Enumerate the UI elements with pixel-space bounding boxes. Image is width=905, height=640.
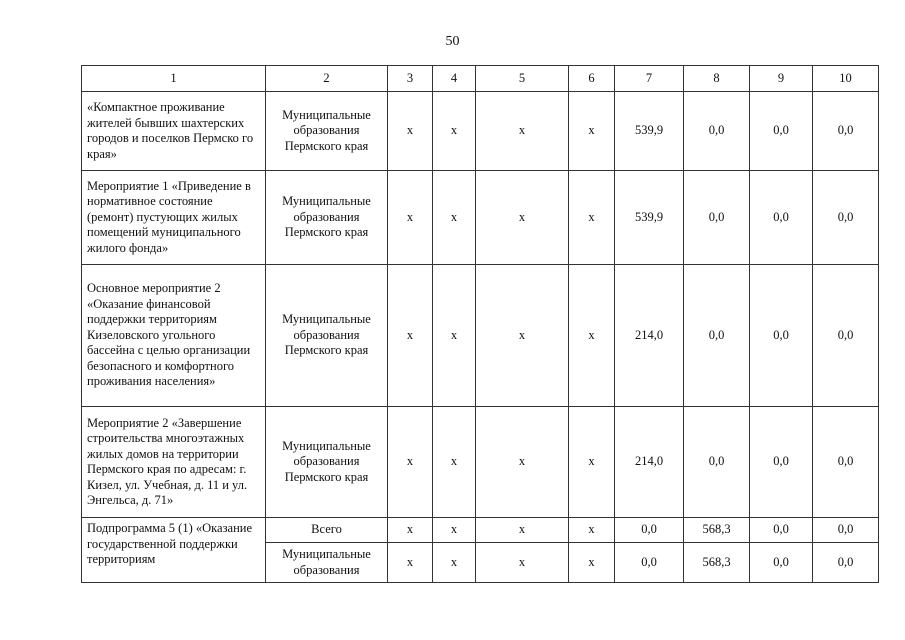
table-header-row: [82, 66, 879, 92]
budget-table: [81, 65, 879, 583]
amount-cell: 0,0: [813, 407, 879, 518]
program-name-cell: «Компактное проживание жителей бывших шахтерских городов и поселков Пермско го края»: [82, 92, 266, 171]
table-cell: х: [569, 518, 615, 543]
table-row: [82, 265, 879, 407]
column-header: 5: [476, 66, 569, 92]
column-header: 4: [433, 66, 476, 92]
table-cell: х: [433, 92, 476, 171]
amount-cell: 0,0: [750, 407, 813, 518]
amount-cell: 0,0: [750, 543, 813, 583]
column-header: 10: [813, 66, 879, 92]
table-cell: х: [569, 265, 615, 407]
table-cell: х: [433, 543, 476, 583]
table-cell: х: [569, 92, 615, 171]
column-header: 2: [266, 66, 388, 92]
table-cell: х: [433, 265, 476, 407]
table-cell: х: [433, 518, 476, 543]
table-row: [82, 92, 879, 171]
amount-cell: 0,0: [813, 543, 879, 583]
table-cell: х: [388, 407, 433, 518]
amount-cell: 0,0: [750, 171, 813, 265]
table-cell: х: [388, 92, 433, 171]
amount-cell: 214,0: [615, 407, 684, 518]
executor-cell: Муниципальные образования Пермского края: [266, 407, 388, 518]
table-row: [82, 407, 879, 518]
amount-cell: 0,0: [750, 265, 813, 407]
executor-cell: Муниципальные образования Пермского края: [266, 171, 388, 265]
amount-cell: 0,0: [813, 518, 879, 543]
table-cell: х: [569, 543, 615, 583]
amount-cell: 0,0: [684, 265, 750, 407]
table-row: [82, 171, 879, 265]
amount-cell: 0,0: [615, 518, 684, 543]
amount-cell: 0,0: [750, 92, 813, 171]
table-cell: х: [476, 265, 569, 407]
column-header: 8: [684, 66, 750, 92]
table-cell: х: [476, 407, 569, 518]
amount-cell: 0,0: [813, 265, 879, 407]
table-cell: х: [388, 543, 433, 583]
executor-cell: Муниципальные образования Пермского края: [266, 92, 388, 171]
amount-cell: 0,0: [684, 407, 750, 518]
subprogram-name-cell: Подпрограмма 5 (1) «Оказание государственной поддержки территориям: [82, 518, 266, 583]
executor-cell: Муниципальные образования Пермского края: [266, 265, 388, 407]
table-cell: х: [433, 407, 476, 518]
table-cell: х: [476, 543, 569, 583]
amount-cell: 0,0: [813, 171, 879, 265]
column-header: 6: [569, 66, 615, 92]
executor-cell: Всего: [266, 518, 388, 543]
amount-cell: 568,3: [684, 543, 750, 583]
table-cell: х: [476, 518, 569, 543]
column-header: 9: [750, 66, 813, 92]
table-cell: х: [476, 171, 569, 265]
program-name-cell: Мероприятие 1 «Приведение в нормативное состояние (ремонт) пустующих жилых помещений муниципального жилого фонда»: [82, 171, 266, 265]
column-header: 3: [388, 66, 433, 92]
amount-cell: 0,0: [813, 92, 879, 171]
table-cell: х: [476, 92, 569, 171]
table-cell: х: [433, 171, 476, 265]
amount-cell: 0,0: [684, 171, 750, 265]
amount-cell: 214,0: [615, 265, 684, 407]
column-header: 1: [82, 66, 266, 92]
page-number: 50: [445, 34, 460, 49]
amount-cell: 539,9: [615, 171, 684, 265]
table-cell: х: [388, 265, 433, 407]
table-row: [82, 518, 879, 543]
amount-cell: 0,0: [615, 543, 684, 583]
program-name-cell: Основное мероприятие 2 «Оказание финансовой поддержки территориям Кизеловского угольного бассейна с целью организации безопасного и комфортного проживания населения»: [82, 265, 266, 407]
amount-cell: 568,3: [684, 518, 750, 543]
amount-cell: 0,0: [750, 518, 813, 543]
table-cell: х: [569, 407, 615, 518]
table-cell: х: [388, 518, 433, 543]
table-cell: х: [569, 171, 615, 265]
executor-cell: Муниципальные образования: [266, 543, 388, 583]
table-cell: х: [388, 171, 433, 265]
amount-cell: 539,9: [615, 92, 684, 171]
program-name-cell: Мероприятие 2 «Завершение строительства многоэтажных жилых домов на территории Пермского края по адресам: г. Кизел, ул. Учебная, д. 11 и ул. Энгельса, д. 71»: [82, 407, 266, 518]
column-header: 7: [615, 66, 684, 92]
amount-cell: 0,0: [684, 92, 750, 171]
